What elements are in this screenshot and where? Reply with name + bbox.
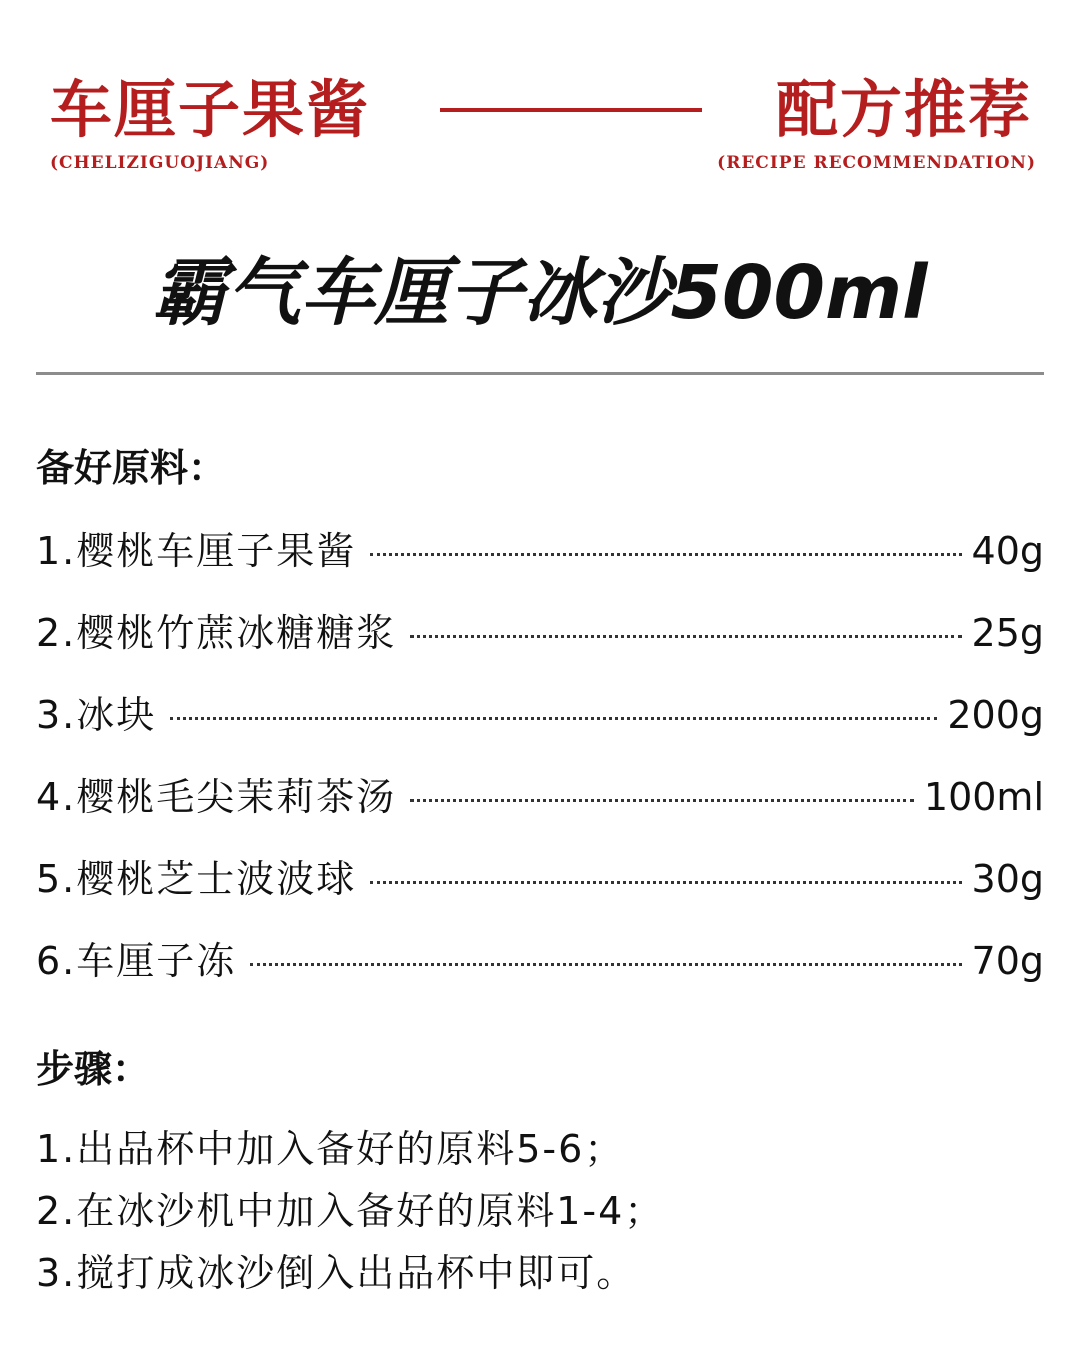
step-item: 1.出品杯中加入备好的原料5-6；: [36, 1127, 625, 1171]
dotted-leader: [370, 881, 961, 884]
dotted-leader: [170, 717, 937, 720]
ingredient-row: [36, 592, 1044, 674]
step-list: [36, 1118, 1044, 1304]
ingredient-name: 4.樱桃毛尖茉莉茶汤: [36, 775, 397, 819]
recipe-recommendation-title: 配方推荐: [775, 73, 1032, 146]
ingredient-row: [36, 920, 1044, 1002]
ingredient-quantity: 30g: [971, 857, 1044, 901]
recipe-title: 霸气车厘子冰沙500ml: [152, 250, 928, 336]
header-divider-line: [440, 108, 702, 112]
step-item: 3.搅打成冰沙倒入出品杯中即可。: [36, 1251, 637, 1295]
brand-subtitle: (CHELIZIGUOJIANG): [50, 153, 270, 173]
step-item: 2.在冰沙机中加入备好的原料1-4；: [36, 1189, 665, 1233]
dotted-leader: [250, 963, 961, 966]
ingredient-row: [36, 510, 1044, 592]
ingredients-heading: 备好原料：: [36, 446, 227, 490]
title-divider: [36, 372, 1044, 375]
ingredient-row: [36, 674, 1044, 756]
ingredient-name: 1.樱桃车厘子果酱: [36, 529, 357, 573]
ingredient-quantity: 40g: [971, 529, 1044, 573]
ingredient-quantity: 70g: [971, 939, 1044, 983]
ingredient-list: [36, 510, 1044, 1002]
ingredient-quantity: 100ml: [923, 775, 1044, 819]
ingredient-name: 2.樱桃竹蔗冰糖糖浆: [36, 611, 397, 655]
ingredient-name: 5.樱桃芝士波波球: [36, 857, 357, 901]
ingredient-row: [36, 756, 1044, 838]
steps-heading: 步骤：: [36, 1047, 151, 1091]
ingredient-quantity: 25g: [971, 611, 1044, 655]
ingredient-name: 6.车厘子冻: [36, 939, 237, 983]
brand-title: 车厘子果酱: [50, 73, 371, 146]
dotted-leader: [370, 553, 961, 556]
dotted-leader: [410, 799, 914, 802]
ingredient-name: 3.冰块: [36, 693, 157, 737]
recipe-recommendation-subtitle: (RECIPE RECOMMENDATION): [717, 153, 1036, 173]
dotted-leader: [410, 635, 961, 638]
ingredient-row: [36, 838, 1044, 920]
ingredient-quantity: 200g: [947, 693, 1044, 737]
